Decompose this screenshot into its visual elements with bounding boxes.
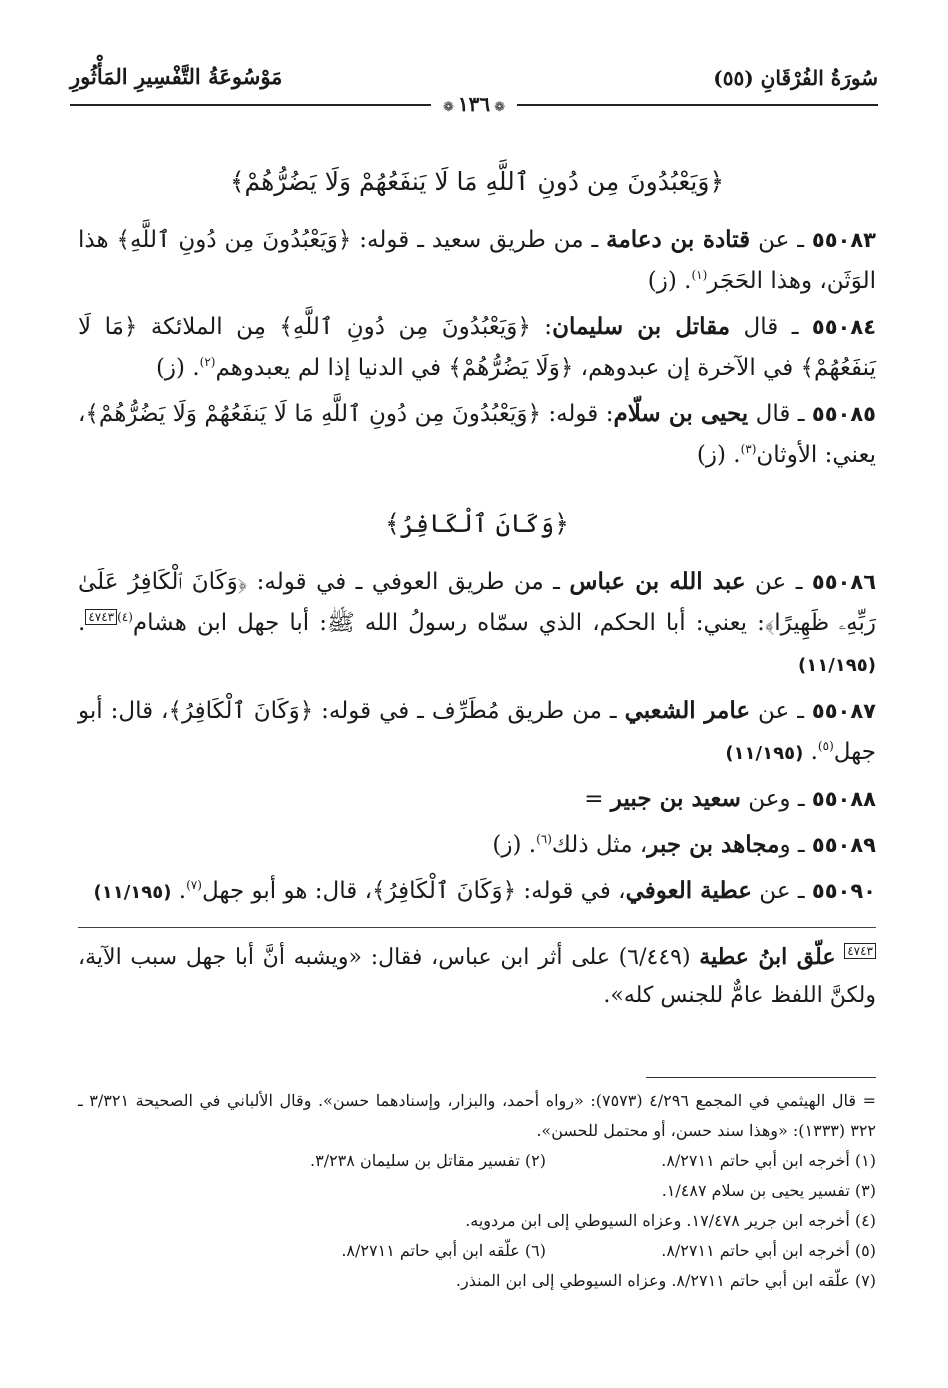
source-ref: (١١/١٩٥)	[93, 882, 172, 903]
commentary-author: علّق ابنُ عطية	[699, 944, 836, 970]
narration-entry	[78, 393, 876, 476]
main-text	[78, 164, 876, 1015]
narrator-name: عامر الشعبي	[624, 697, 751, 724]
commentary-text: (٦/٤٤٩) على أثر ابن عباس، فقال: «ويشبه أنَّ أبا جهل سبب الآية، ولكنَّ اللفظ عامٌّ للجنس كله».	[78, 945, 876, 1008]
narration-tail: .	[78, 610, 86, 636]
page-number-block	[431, 92, 517, 116]
narration-tail: . (ز)	[696, 442, 741, 468]
narration-lead: ـ عن	[750, 227, 812, 253]
commentary-number-box: ٤٧٤٣	[844, 943, 876, 959]
footnote-5: (٥) أخرجه ابن أبي حاتم ٨/٢٧١١.	[661, 1241, 876, 1260]
book-title: مَوْسُوعَةُ التَّفْسِيرِ المَأْثُورِ	[70, 64, 283, 89]
narration-tail: .	[171, 878, 187, 904]
footnote-ref[interactable]: (٣)	[740, 442, 757, 456]
narration-entry	[78, 561, 876, 686]
narration-lead: ـ وعن	[740, 786, 812, 812]
footnote-continuation: = قال الهيثمي في المجمع ٤/٢٩٦ (٧٥٧٣): «رواه أحمد، والبزار، وإسنادهما حسن». وقال الألباني في الصحيحة ٣/٣٢١ ـ ٣٢٢ (١٣٣٣): «وهذا سند حسن، أو محتمل للحسن».	[78, 1091, 876, 1140]
narration-text: ـ من طريق مُطَرِّف ـ في قوله: ﴿وَكَانَ ٱلْكَافِرُ﴾، قال: أبو جهل	[78, 698, 876, 765]
footnote-rule	[646, 1077, 876, 1078]
narration-entry	[78, 870, 876, 913]
narration-text: : قوله: ﴿وَيَعْبُدُونَ مِن دُونِ ٱللَّهِ مَا لَا يَنفَعُهُمْ وَلَا يَضُرُّهُمْ﴾، يعني: الأوثان	[78, 401, 876, 468]
narration-lead: ـ عن	[750, 698, 812, 724]
section-spacer	[78, 480, 876, 506]
narration-text: ـ من طريق العوفي ـ في قوله: ﴿وَكَانَ ٱلْكَافِرُ عَلَىٰ رَبِّهِۦ ظَهِيرًا﴾: يعني: أبا الحكم، الذي سمّاه رسولُ الله ﷺ: أبا جهل ابن هشام	[78, 569, 876, 636]
narrator-name: سعيد بن جبير	[610, 785, 741, 812]
narrator-name: عبد الله بن عباس	[569, 568, 746, 595]
narration-number: ٥٥٠٨٥	[811, 402, 876, 426]
narration-text: : ﴿وَيَعْبُدُونَ مِن دُونِ ٱللَّهِ﴾ مِن الملائكة ﴿مَا لَا يَنفَعُهُمْ﴾ في الآخرة إن عبدوهم، ﴿وَلَا يَضُرُّهُمْ﴾ في الدنيا إذا لم يعبدوهم	[78, 314, 876, 381]
narration-number: ٥٥٠٨٦	[811, 570, 877, 594]
running-header	[70, 56, 878, 116]
footnote-ref[interactable]: (٦)	[536, 832, 552, 846]
narration-tail: . (ز)	[155, 355, 200, 381]
section-heading: ﴿وَكَانَ ٱلْكَافِرُ﴾	[385, 509, 569, 538]
ornament-icon: ❁	[442, 100, 454, 115]
narration-entry	[78, 690, 876, 774]
narrator-name: عطية العوفي	[625, 877, 752, 904]
commentary-block	[78, 938, 876, 1015]
footnote-1: (١) أخرجه ابن أبي حاتم ٨/٢٧١١.	[661, 1151, 876, 1170]
surah-title: سُورَةُ الفُرْقَانِ (٥٥)	[713, 66, 878, 90]
footnote-3: (٣) تفسير يحيى بن سلام ١/٤٨٧.	[661, 1181, 876, 1200]
narration-text: =	[584, 786, 611, 812]
narration-entry	[78, 306, 876, 389]
narration-lead: ـ و	[779, 832, 812, 858]
narration-lead: ـ عن	[752, 878, 812, 904]
footnote-4: (٤) أخرجه ابن جرير ١٧/٤٧٨. وعزاه السيوطي إلى ابن مردويه.	[465, 1211, 876, 1230]
narration-number: ٥٥٠٨٣	[811, 228, 876, 252]
footnote-7: (٧) علّقه ابن أبي حاتم ٨/٢٧١١. وعزاه السيوطي إلى ابن المنذر.	[455, 1271, 876, 1290]
footnote-2: (٢) تفسير مقاتل بن سليمان ٣/٢٣٨.	[310, 1151, 546, 1170]
footnote-row	[78, 1146, 876, 1176]
narrator-name: مقاتل بن سليمان	[552, 313, 731, 340]
narration-entry	[78, 778, 876, 820]
footnote-6: (٦) علّقه ابن أبي حاتم ٨/٢٧١١.	[341, 1241, 546, 1260]
source-ref: (١١/١٩٥)	[798, 655, 876, 676]
narration-lead: ـ قال	[730, 314, 812, 340]
narration-tail: .	[803, 739, 818, 765]
narration-lead: ـ عن	[745, 569, 812, 595]
narration-entry	[78, 824, 876, 866]
narration-text: ، مثل ذلك	[551, 832, 648, 858]
narration-text: ـ من طريق سعيد ـ قوله: ﴿وَيَعْبُدُونَ مِن دُونِ ٱللَّهِ﴾ هذا الوَثَن، وهذا الحَجَر	[78, 227, 876, 294]
narrator-name: قتادة بن دعامة	[606, 226, 751, 253]
narrator-name: مجاهد بن جبر	[647, 831, 780, 858]
narration-number: ٥٥٠٩٠	[811, 879, 876, 903]
footnote-ref[interactable]: (٢)	[199, 355, 216, 369]
narration-lead: ـ قال	[748, 401, 812, 427]
footnote-ref[interactable]: (١)	[691, 268, 708, 282]
commentary-ref-box[interactable]: ٤٧٤٣	[85, 609, 117, 625]
narration-number: ٥٥٠٨٧	[811, 699, 876, 723]
ornament-icon: ❁	[494, 100, 506, 115]
narrator-name: يحيى بن سلّام	[613, 400, 749, 427]
commentary-rule	[78, 927, 876, 928]
footnote-ref[interactable]: (٤)	[117, 610, 133, 624]
footnotes	[78, 1086, 876, 1296]
footnote-ref[interactable]: (٥)	[817, 739, 834, 753]
narration-text: ، في قوله: ﴿وَكَانَ ٱلْكَافِرُ﴾، قال: هو أبو جهل	[201, 878, 626, 904]
narration-tail: . (ز)	[492, 832, 537, 858]
section-heading: ﴿وَيَعْبُدُونَ مِن دُونِ ٱللَّهِ مَا لَا يَنفَعُهُمْ وَلَا يَضُرُّهُمْ﴾	[229, 167, 725, 196]
narration-tail: . (ز)	[647, 268, 692, 294]
footnote-ref[interactable]: (٧)	[186, 878, 202, 892]
narration-number: ٥٥٠٨٤	[811, 315, 877, 339]
page-number: ١٣٦	[457, 92, 491, 116]
narration-entry	[78, 219, 876, 302]
source-ref: (١١/١٩٥)	[725, 743, 804, 764]
footnote-row	[78, 1236, 876, 1266]
narration-number: ٥٥٠٨٩	[811, 833, 876, 857]
narration-number: ٥٥٠٨٨	[811, 787, 876, 811]
